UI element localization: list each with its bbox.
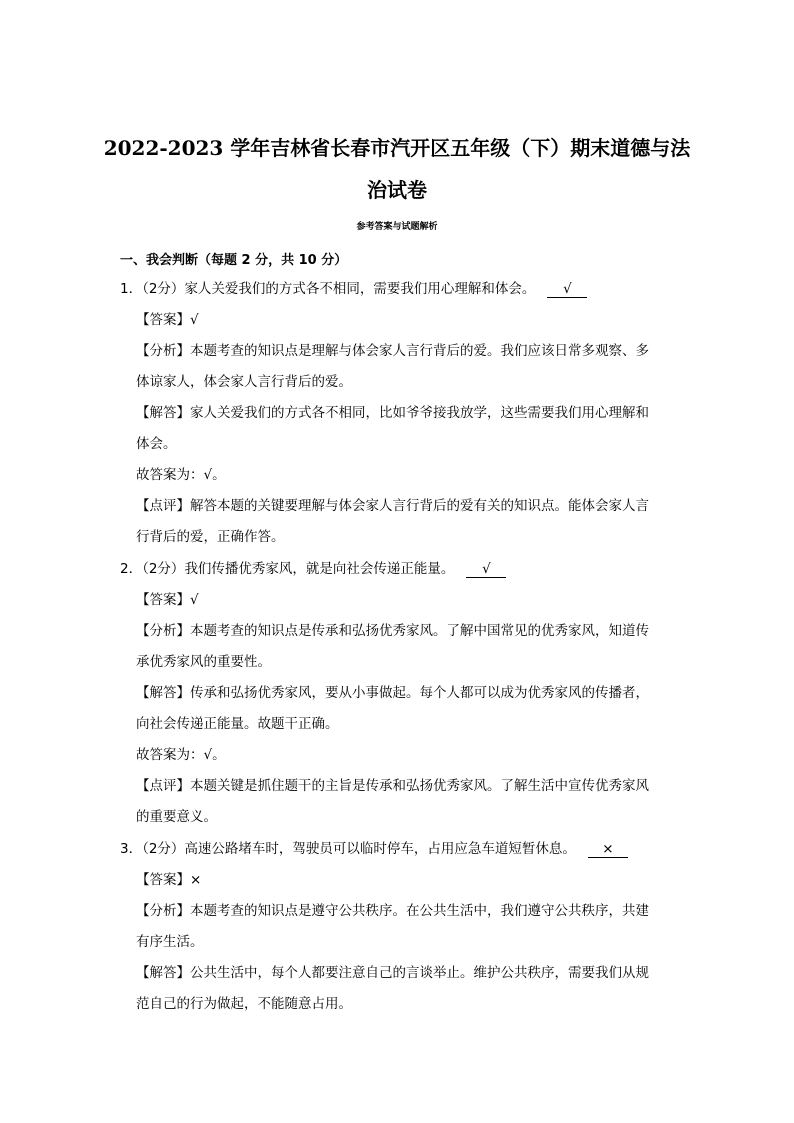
solution-label: 【解答】 <box>136 685 190 701</box>
question-1-analysis <box>136 342 649 360</box>
answer-label: 【答案】 <box>136 312 190 328</box>
analysis-label: 【分析】 <box>136 343 190 359</box>
analysis-text: 本题考查的知识点是理解与体会家人言行背后的爱。我们应该日常多观察、多 <box>190 343 649 359</box>
question-score: （2分） <box>142 281 185 297</box>
question-1-solution-cont: 体会。 <box>136 436 177 452</box>
question-2-conclusion: 故答案为：√。 <box>136 747 226 763</box>
question-score: （2分） <box>142 561 185 577</box>
question-2-analysis <box>136 622 649 640</box>
analysis-label: 【分析】 <box>136 903 190 919</box>
question-3-answer <box>136 871 201 889</box>
question-2-answer <box>136 591 199 609</box>
answer-label: 【答案】 <box>136 872 190 888</box>
answer-value: √ <box>190 592 199 608</box>
solution-text: 传承和弘扬优秀家风，要从小事做起。每个人都可以成为优秀家风的传播者， <box>190 685 649 701</box>
question-text: 家人关爱我们的方式各不相同，需要我们用心理解和体会。 <box>184 281 536 297</box>
question-1-solution <box>136 404 649 422</box>
question-2-solution <box>136 684 649 702</box>
question-3-solution <box>136 964 649 982</box>
analysis-text: 本题考查的知识点是遵守公共秩序。在公共生活中，我们遵守公共秩序，共建 <box>190 903 649 919</box>
answer-label: 【答案】 <box>136 592 190 608</box>
question-1-analysis-cont: 体谅家人，体会家人言行背后的爱。 <box>136 374 352 390</box>
question-2-comment <box>136 777 649 795</box>
page-title-line-2: 治试卷 <box>367 178 427 202</box>
question-2-analysis-cont: 承优秀家风的重要性。 <box>136 654 271 670</box>
analysis-text: 本题考查的知识点是传承和弘扬优秀家风。了解中国常见的优秀家风，知道传 <box>190 623 649 639</box>
question-3-analysis <box>136 902 649 920</box>
question-1-stem <box>120 280 587 298</box>
question-2-stem <box>120 560 506 578</box>
comment-label: 【点评】 <box>136 778 190 794</box>
question-2-solution-cont: 向社会传递正能量。故题干正确。 <box>136 716 339 732</box>
answer-blank: √ <box>466 561 506 578</box>
question-3-analysis-cont: 有序生活。 <box>136 934 204 950</box>
question-1-comment-cont: 行背后的爱，正确作答。 <box>136 529 285 545</box>
question-1-conclusion: 故答案为：√。 <box>136 467 226 483</box>
question-number: 2． <box>120 561 143 577</box>
question-1-answer <box>136 311 199 329</box>
answer-blank: × <box>588 841 628 858</box>
question-score: （2分） <box>142 841 185 857</box>
question-1-comment <box>136 497 649 515</box>
question-3-solution-cont: 范自己的行为做起，不能随意占用。 <box>136 996 352 1012</box>
solution-text: 公共生活中，每个人都要注意自己的言谈举止。维护公共秩序，需要我们从规 <box>190 965 649 981</box>
solution-label: 【解答】 <box>136 965 190 981</box>
question-number: 1． <box>120 281 143 297</box>
page-title-line-1: 2022-2023 学年吉林省长春市汽开区五年级（下）期末道德与法 <box>103 136 691 160</box>
question-number: 3． <box>120 841 143 857</box>
answer-value: × <box>190 872 202 888</box>
question-3-stem <box>120 840 628 858</box>
comment-text: 解答本题的关键要理解与体会家人言行背后的爱有关的知识点。能体会家人言 <box>190 498 649 514</box>
section-heading: 一、我会判断（每题 2 分，共 10 分） <box>120 253 348 268</box>
solution-text: 家人关爱我们的方式各不相同，比如爷爷接我放学，这些需要我们用心理解和 <box>190 405 649 421</box>
question-2-comment-cont: 的重要意义。 <box>136 809 217 825</box>
subtitle: 参考答案与试题解析 <box>356 222 438 232</box>
question-text: 高速公路堵车时，驾驶员可以临时停车，占用应急车道短暂休息。 <box>184 841 576 857</box>
question-text: 我们传播优秀家风，就是向社会传递正能量。 <box>184 561 455 577</box>
comment-text: 本题关键是抓住题干的主旨是传承和弘扬优秀家风。了解生活中宣传优秀家风 <box>190 778 649 794</box>
analysis-label: 【分析】 <box>136 623 190 639</box>
solution-label: 【解答】 <box>136 405 190 421</box>
answer-blank: √ <box>547 281 587 298</box>
comment-label: 【点评】 <box>136 498 190 514</box>
answer-value: √ <box>190 312 199 328</box>
